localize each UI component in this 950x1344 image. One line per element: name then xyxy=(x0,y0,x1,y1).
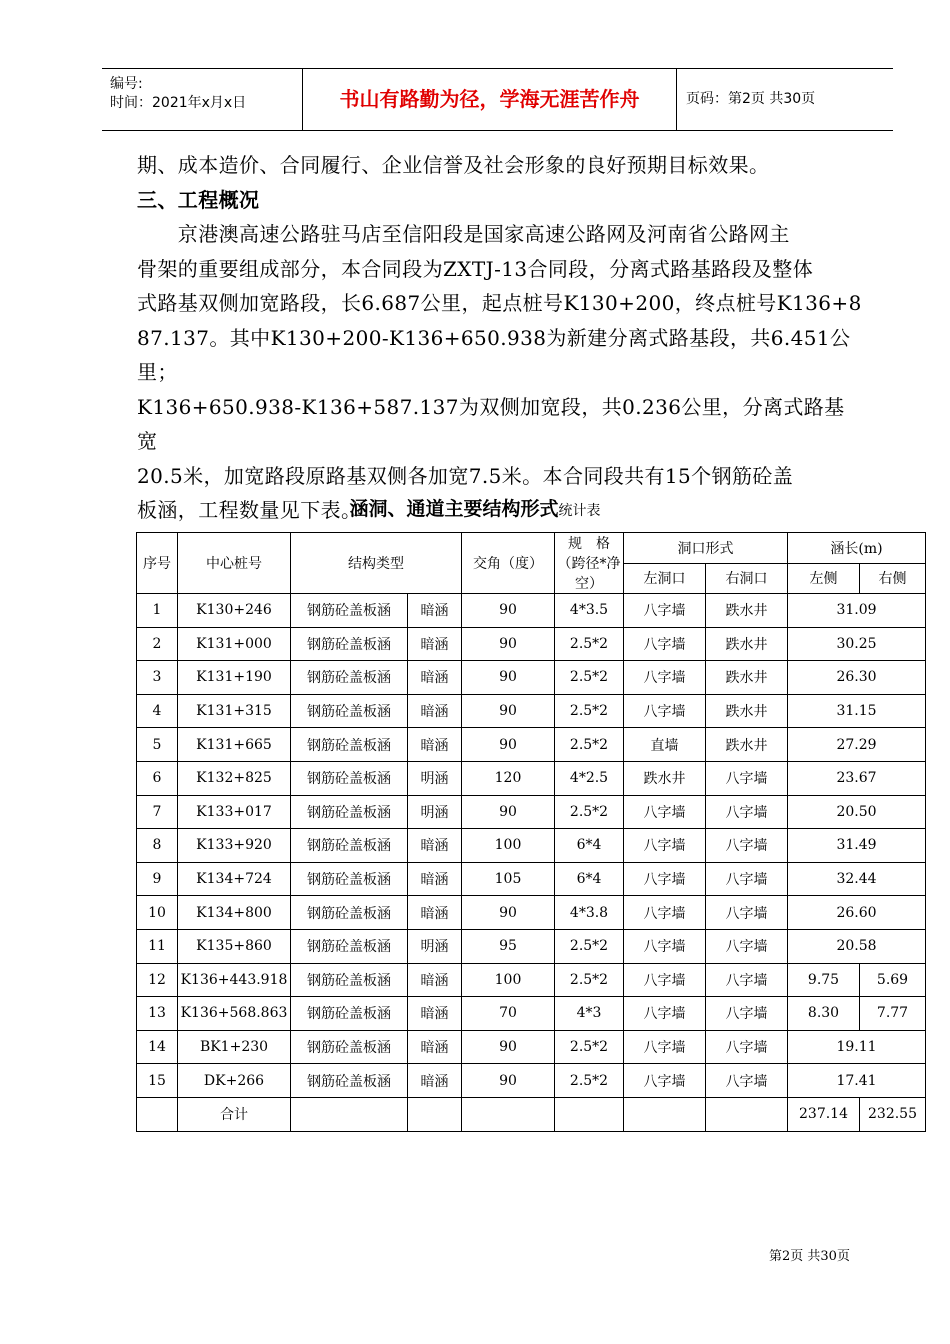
total-left: 237.14 xyxy=(788,1097,860,1131)
cell-portal-left: 八字墙 xyxy=(624,1030,706,1064)
cell-index: 9 xyxy=(137,862,178,896)
cell-type: 钢筋砼盖板涵 xyxy=(291,795,408,829)
cell-type: 钢筋砼盖板涵 xyxy=(291,1064,408,1098)
cell-station: K134+724 xyxy=(178,862,291,896)
cell-station: K132+825 xyxy=(178,761,291,795)
header-spec: 规 格（跨径*净空） xyxy=(555,533,624,594)
table-row xyxy=(137,829,926,863)
cell-portal-left: 八字墙 xyxy=(624,896,706,930)
cell-index: 15 xyxy=(137,1064,178,1098)
cell-index: 10 xyxy=(137,896,178,930)
table-title-suffix: 统计表 xyxy=(558,503,601,519)
cell-angle: 90 xyxy=(462,594,555,628)
body-text xyxy=(137,148,862,528)
cell-length: 17.41 xyxy=(788,1064,926,1098)
cell-angle: 100 xyxy=(462,963,555,997)
table-row xyxy=(137,997,926,1031)
cell-kind: 暗涵 xyxy=(408,963,462,997)
cell-index: 11 xyxy=(137,929,178,963)
cell-length-right: 5.69 xyxy=(860,963,926,997)
cell-angle: 70 xyxy=(462,997,555,1031)
cell-spec: 6*4 xyxy=(555,862,624,896)
cell-index: 2 xyxy=(137,627,178,661)
page-header xyxy=(102,68,893,131)
cell-spec: 2.5*2 xyxy=(555,627,624,661)
cell-length: 20.50 xyxy=(788,795,926,829)
cell-length: 30.25 xyxy=(788,627,926,661)
cell-station: K136+443.918 xyxy=(178,963,291,997)
overview-line: 87.137。其中K130+200-K136+650.938为新建分离式路基段，共6.451公里； xyxy=(137,325,851,384)
cell-portal-right: 八字墙 xyxy=(706,896,788,930)
cell-spec: 4*3 xyxy=(555,997,624,1031)
cell-angle: 90 xyxy=(462,627,555,661)
cell-length: 31.09 xyxy=(788,594,926,628)
table-row xyxy=(137,1064,926,1098)
cell-type: 钢筋砼盖板涵 xyxy=(291,862,408,896)
table-row xyxy=(137,661,926,695)
cell-index: 14 xyxy=(137,1030,178,1064)
cell-length: 26.30 xyxy=(788,661,926,695)
cell-spec: 2.5*2 xyxy=(555,795,624,829)
page-footer: 第2页 共30页 xyxy=(769,1249,850,1264)
cell-index: 7 xyxy=(137,795,178,829)
cell-kind: 明涵 xyxy=(408,795,462,829)
cell-station: K131+190 xyxy=(178,661,291,695)
header-station: 中心桩号 xyxy=(178,533,291,594)
cell-station: K131+000 xyxy=(178,627,291,661)
cell-station: K133+920 xyxy=(178,829,291,863)
cell-angle: 105 xyxy=(462,862,555,896)
cell-spec: 2.5*2 xyxy=(555,1030,624,1064)
cell-portal-left: 八字墙 xyxy=(624,963,706,997)
cell-angle: 100 xyxy=(462,829,555,863)
cell-portal-left: 八字墙 xyxy=(624,862,706,896)
overview-line: 20.5米，加宽路段原路基双侧各加宽7.5米。本合同段共有15个钢筋砼盖 xyxy=(137,463,794,488)
header-motto: 书山有路勤为径，学海无涯苦作舟 xyxy=(303,69,677,130)
header-portal: 洞口形式 xyxy=(624,533,788,564)
cell-portal-left: 八字墙 xyxy=(624,627,706,661)
total-row xyxy=(137,1097,926,1131)
cell-spec: 6*4 xyxy=(555,829,624,863)
table-row xyxy=(137,862,926,896)
cell-angle: 90 xyxy=(462,1030,555,1064)
cell-portal-left: 直墙 xyxy=(624,728,706,762)
empty-cell xyxy=(408,1097,462,1131)
header-portal-right: 右洞口 xyxy=(706,563,788,594)
cell-length: 20.58 xyxy=(788,929,926,963)
table-row xyxy=(137,728,926,762)
cell-length: 27.29 xyxy=(788,728,926,762)
cell-spec: 2.5*2 xyxy=(555,929,624,963)
cell-kind: 明涵 xyxy=(408,761,462,795)
cell-portal-right: 八字墙 xyxy=(706,963,788,997)
cell-portal-left: 八字墙 xyxy=(624,594,706,628)
cell-portal-left: 八字墙 xyxy=(624,694,706,728)
header-meta xyxy=(102,69,303,130)
cell-angle: 90 xyxy=(462,896,555,930)
cell-portal-left: 八字墙 xyxy=(624,929,706,963)
table-row xyxy=(137,761,926,795)
header-length: 涵长(m) xyxy=(788,533,926,564)
cell-kind: 明涵 xyxy=(408,929,462,963)
cell-portal-right: 八字墙 xyxy=(706,829,788,863)
cell-portal-right: 八字墙 xyxy=(706,761,788,795)
cell-spec: 2.5*2 xyxy=(555,728,624,762)
cell-kind: 暗涵 xyxy=(408,1030,462,1064)
cell-length: 31.15 xyxy=(788,694,926,728)
cell-type: 钢筋砼盖板涵 xyxy=(291,997,408,1031)
cell-kind: 暗涵 xyxy=(408,862,462,896)
cell-index: 12 xyxy=(137,963,178,997)
header-length-right: 右侧 xyxy=(860,563,926,594)
table-row xyxy=(137,929,926,963)
table-row xyxy=(137,1030,926,1064)
cell-portal-right: 跌水井 xyxy=(706,594,788,628)
cell-spec: 2.5*2 xyxy=(555,1064,624,1098)
total-right: 232.55 xyxy=(860,1097,926,1131)
cell-kind: 暗涵 xyxy=(408,694,462,728)
cell-type: 钢筋砼盖板涵 xyxy=(291,829,408,863)
cell-kind: 暗涵 xyxy=(408,829,462,863)
paragraph-tail: 期、成本造价、合同履行、企业信誉及社会形象的良好预期目标效果。 xyxy=(137,153,770,177)
cell-length: 31.49 xyxy=(788,829,926,863)
cell-index: 3 xyxy=(137,661,178,695)
cell-index: 8 xyxy=(137,829,178,863)
cell-portal-right: 八字墙 xyxy=(706,862,788,896)
cell-portal-right: 八字墙 xyxy=(706,1064,788,1098)
cell-station: K131+665 xyxy=(178,728,291,762)
overview-line: 京港澳高速公路驻马店至信阳段是国家高速公路网及河南省公路网主 xyxy=(137,222,790,246)
cell-type: 钢筋砼盖板涵 xyxy=(291,661,408,695)
cell-kind: 暗涵 xyxy=(408,728,462,762)
cell-angle: 120 xyxy=(462,761,555,795)
cell-spec: 4*2.5 xyxy=(555,761,624,795)
cell-station: K136+568.863 xyxy=(178,997,291,1031)
total-label: 合计 xyxy=(178,1097,291,1131)
cell-station: BK1+230 xyxy=(178,1030,291,1064)
cell-kind: 暗涵 xyxy=(408,627,462,661)
cell-length-right: 7.77 xyxy=(860,997,926,1031)
cell-portal-right: 跌水井 xyxy=(706,728,788,762)
cell-type: 钢筋砼盖板涵 xyxy=(291,1030,408,1064)
cell-station: K131+315 xyxy=(178,694,291,728)
empty-cell xyxy=(706,1097,788,1131)
cell-portal-right: 跌水井 xyxy=(706,661,788,695)
cell-length: 26.60 xyxy=(788,896,926,930)
cell-angle: 90 xyxy=(462,694,555,728)
cell-length-left: 9.75 xyxy=(788,963,860,997)
empty-cell xyxy=(462,1097,555,1131)
cell-spec: 4*3.5 xyxy=(555,594,624,628)
cell-type: 钢筋砼盖板涵 xyxy=(291,929,408,963)
cell-station: K134+800 xyxy=(178,896,291,930)
table-row xyxy=(137,694,926,728)
cell-type: 钢筋砼盖板涵 xyxy=(291,594,408,628)
empty-cell xyxy=(624,1097,706,1131)
cell-type: 钢筋砼盖板涵 xyxy=(291,694,408,728)
table-row xyxy=(137,795,926,829)
cell-portal-right: 八字墙 xyxy=(706,929,788,963)
time-label: 时间：2021年x月x日 xyxy=(110,95,247,111)
cell-type: 钢筋砼盖板涵 xyxy=(291,728,408,762)
table-row xyxy=(137,594,926,628)
cell-type: 钢筋砼盖板涵 xyxy=(291,963,408,997)
section-heading: 三、工程概况 xyxy=(137,187,260,212)
culvert-table xyxy=(136,532,926,1132)
overview-line: 板涵，工程数量见下表。 xyxy=(137,498,362,522)
table-row xyxy=(137,896,926,930)
cell-portal-right: 跌水井 xyxy=(706,627,788,661)
cell-index: 4 xyxy=(137,694,178,728)
cell-kind: 暗涵 xyxy=(408,661,462,695)
cell-spec: 2.5*2 xyxy=(555,694,624,728)
cell-station: K135+860 xyxy=(178,929,291,963)
cell-kind: 暗涵 xyxy=(408,594,462,628)
header-length-left: 左侧 xyxy=(788,563,860,594)
header-portal-left: 左洞口 xyxy=(624,563,706,594)
cell-kind: 暗涵 xyxy=(408,997,462,1031)
overview-line: 骨架的重要组成部分，本合同段为ZXTJ-13合同段，分离式路基路段及整体 xyxy=(137,256,814,281)
cell-kind: 暗涵 xyxy=(408,896,462,930)
overview-line: 式路基双侧加宽路段，长6.687公里，起点桩号K130+200，终点桩号K136+8 xyxy=(137,291,862,315)
cell-angle: 90 xyxy=(462,1064,555,1098)
cell-length-left: 8.30 xyxy=(788,997,860,1031)
cell-index: 1 xyxy=(137,594,178,628)
cell-station: K130+246 xyxy=(178,594,291,628)
table-title xyxy=(0,494,950,521)
table-row xyxy=(137,627,926,661)
empty-cell xyxy=(291,1097,408,1131)
cell-index: 6 xyxy=(137,761,178,795)
cell-type: 钢筋砼盖板涵 xyxy=(291,896,408,930)
cell-length: 23.67 xyxy=(788,761,926,795)
empty-cell xyxy=(137,1097,178,1131)
cell-angle: 95 xyxy=(462,929,555,963)
cell-portal-right: 八字墙 xyxy=(706,1030,788,1064)
cell-portal-left: 跌水井 xyxy=(624,761,706,795)
header-index: 序号 xyxy=(137,533,178,594)
cell-portal-right: 跌水井 xyxy=(706,694,788,728)
cell-portal-left: 八字墙 xyxy=(624,829,706,863)
cell-length: 32.44 xyxy=(788,862,926,896)
cell-type: 钢筋砼盖板涵 xyxy=(291,627,408,661)
overview-line: K136+650.938-K136+587.137为双侧加宽段，共0.236公里，分离式路基宽 xyxy=(137,394,845,453)
cell-kind: 暗涵 xyxy=(408,1064,462,1098)
cell-spec: 2.5*2 xyxy=(555,963,624,997)
cell-portal-right: 八字墙 xyxy=(706,997,788,1031)
cell-index: 13 xyxy=(137,997,178,1031)
cell-spec: 4*3.8 xyxy=(555,896,624,930)
header-structure: 结构类型 xyxy=(291,533,462,594)
header-angle: 交角（度） xyxy=(462,533,555,594)
cell-angle: 90 xyxy=(462,795,555,829)
cell-portal-right: 八字墙 xyxy=(706,795,788,829)
cell-index: 5 xyxy=(137,728,178,762)
cell-portal-left: 八字墙 xyxy=(624,795,706,829)
cell-portal-left: 八字墙 xyxy=(624,1064,706,1098)
header-page-number: 页码：第2页 共30页 xyxy=(686,91,816,107)
cell-angle: 90 xyxy=(462,728,555,762)
cell-station: K133+017 xyxy=(178,795,291,829)
table-row xyxy=(137,963,926,997)
empty-cell xyxy=(555,1097,624,1131)
number-label: 编号: xyxy=(110,76,143,92)
cell-length: 19.11 xyxy=(788,1030,926,1064)
cell-type: 钢筋砼盖板涵 xyxy=(291,761,408,795)
cell-spec: 2.5*2 xyxy=(555,661,624,695)
table-title-main: 涵洞、通道主要结构形式 xyxy=(349,498,559,520)
cell-portal-left: 八字墙 xyxy=(624,997,706,1031)
cell-station: DK+266 xyxy=(178,1064,291,1098)
cell-angle: 90 xyxy=(462,661,555,695)
cell-portal-left: 八字墙 xyxy=(624,661,706,695)
